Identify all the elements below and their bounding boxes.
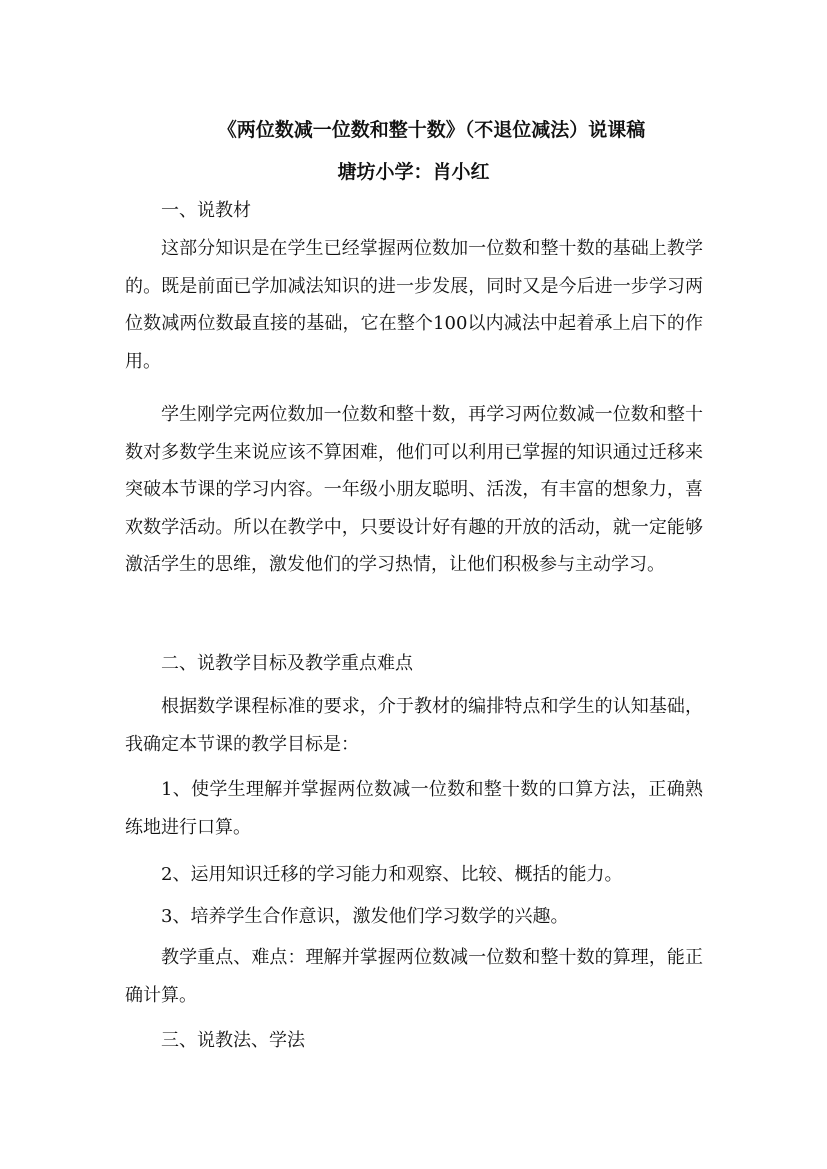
author-line: 塘坊小学：肖小红 [337, 161, 490, 183]
paragraph-student-analysis: 学生刚学完两位数加一位数和整十数，再学习两位数减一位数和整十数对多数学生来说应该不算困难，他们可以利用已掌握的知识通过迁移来突破本节课的学习内容。一年级小朋友聪明、活泼，有丰富的想象力，喜欢数学活动。所以在教学中，只要设计好有趣的开放的活动，就一定能够激活学生的思维，激发他们的学习热情，让他们积极参与主动学习。 [125, 404, 703, 575]
paragraph-goals-intro: 根据数学课程标准的要求，介于教材的编排特点和学生的认知基础，我确定本节课的教学目标是： [125, 696, 703, 755]
section-heading-2: 二、说教学目标及教学重点难点 [161, 653, 413, 674]
goal-item-3: 3、培养学生合作意识，激发他们学习数学的兴趣。 [161, 906, 569, 927]
paragraph-key-points: 教学重点、难点：理解并掌握两位数减一位数和整十数的算理，能正确计算。 [125, 947, 703, 1006]
document-title: 《两位数减一位数和整十数》（不退位减法）说课稿 [217, 119, 646, 141]
paragraph-teaching-material: 这部分知识是在学生已经掌握两位数加一位数和整十数的基础上教学的。既是前面已学加减法知识的进一步发展，同时又是今后进一步学习两位数减两位数最直接的基础，它在整个100以内减法中起着承上启下的作用。 [125, 238, 703, 372]
section-heading-1: 一、说教材 [161, 200, 251, 221]
section-heading-3: 三、说教法、学法 [161, 1030, 305, 1051]
goal-item-2: 2、运用知识迁移的学习能力和观察、比较、概括的能力。 [161, 864, 623, 885]
goal-item-1: 1、使学生理解并掌握两位数减一位数和整十数的口算方法，正确熟练地进行口算。 [125, 779, 703, 838]
